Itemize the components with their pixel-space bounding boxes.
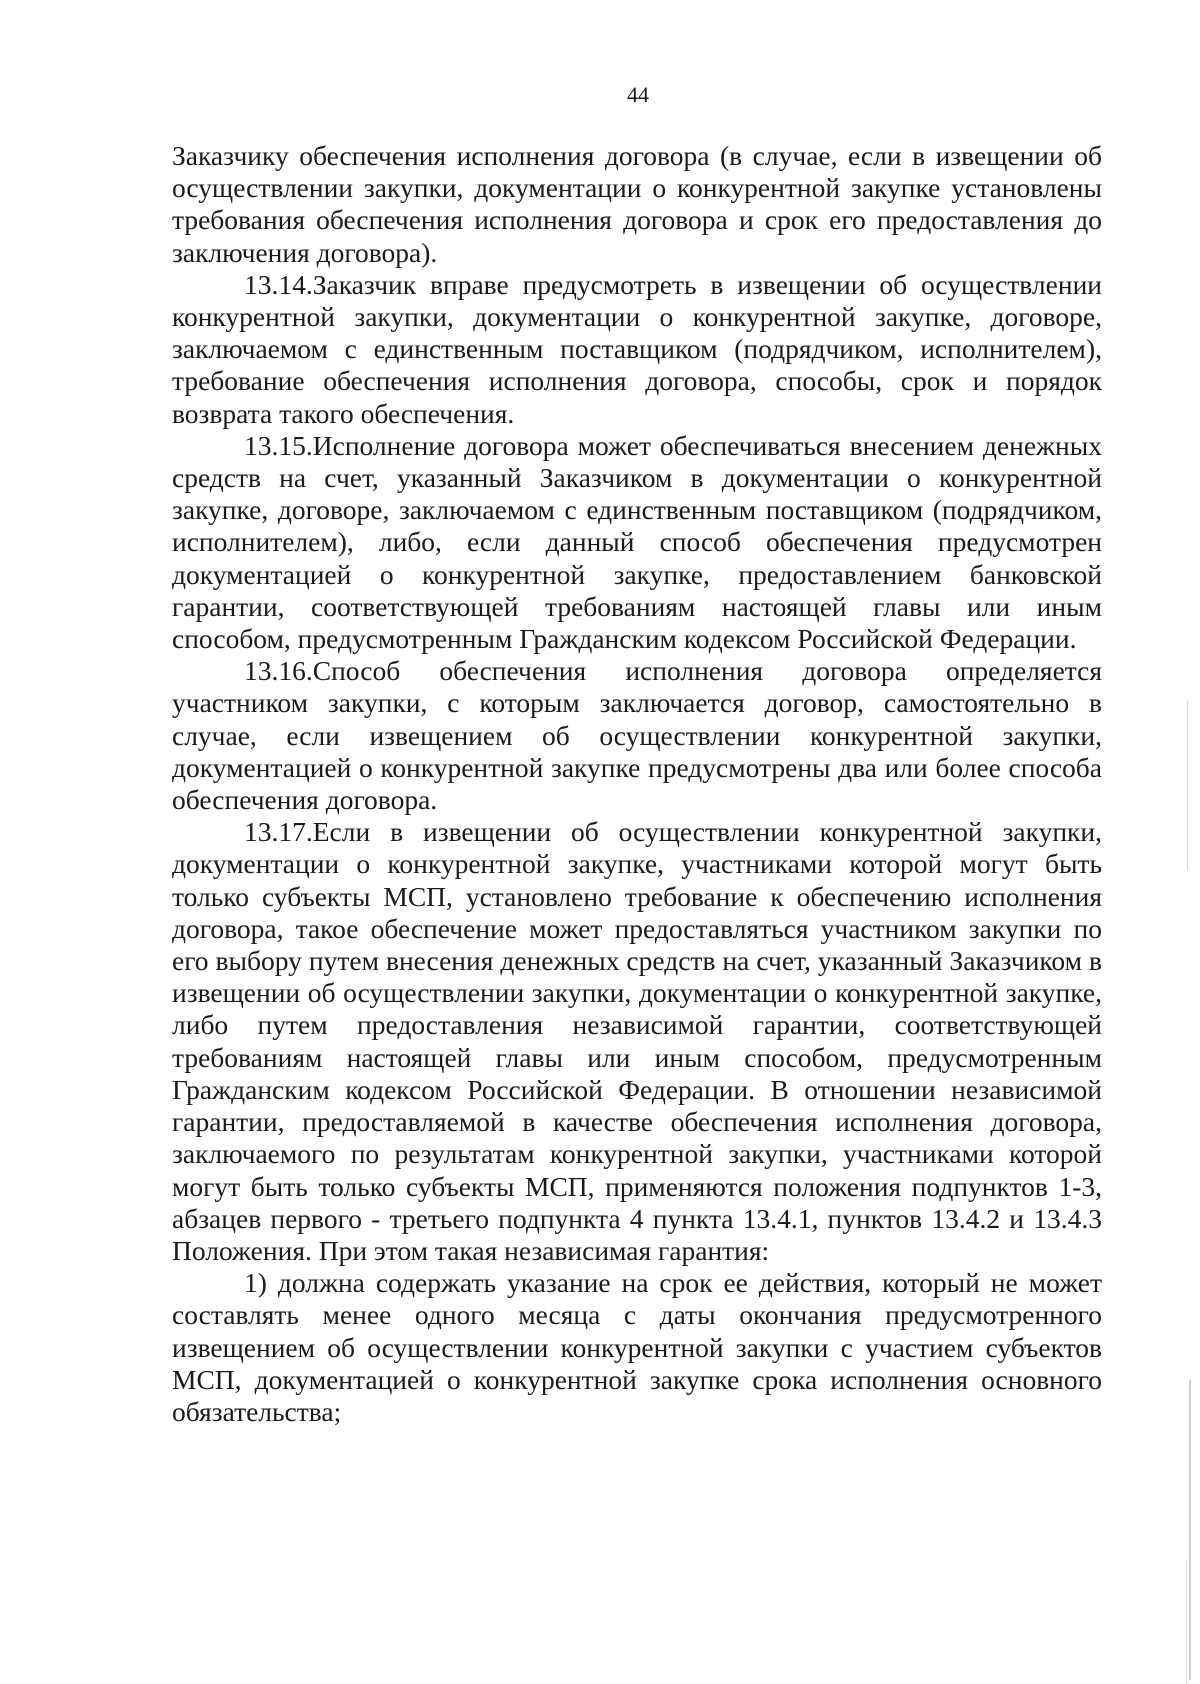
paragraph-13-17: 13.17.Если в извещении об осуществлении конкурентной закупки, документации о конкурентной закупке, участниками которой могут быть только субъекты МСП, установлено требование к обеспечению исполнения договора, такое обеспечение может предоставляться участником закупки по его выбору путем внесения денежных средств на счет, указанный Заказчиком в извещении об осуществлении закупки, документации о конкурентной закупке, либо путем предоставления независимой гарантии, соответствующей требованиям настоящей главы или иным способом, предусмотренным Гражданским кодексом Российской Федерации. В отношении независимой гарантии, предоставляемой в качестве обеспечения исполнения договора, заключаемого по результатам конкурентной закупки, участниками которой могут быть только субъекты МСП, применяются положения подпунктов 1-3, абзацев первого - третьего подпункта 4 пункта 13.4.1, пунктов 13.4.2 и 13.4.3 Положения. При этом такая независимая гарантия: [172,816,1102,1266]
document-body [172,140,1102,1428]
paragraph-continuation: Заказчику обеспечения исполнения договора (в случае, если в извещении об осуществлении закупки, документации о конкурентной закупке установлены требования обеспечения исполнения договора и срок его предоставления до заключения договора). [172,140,1102,268]
paragraph-item-1: 1) должна содержать указание на срок ее действия, который не может составлять менее одного месяца с даты окончания предусмотренного извещением об осуществлении конкурентной закупки с участием субъектов МСП, документацией о конкурентной закупке срока исполнения основного обязательства; [172,1267,1102,1427]
paragraph-13-14: 13.14.Заказчик вправе предусмотреть в извещении об осуществлении конкурентной закупки, документации о конкурентной закупке, договоре, заключаемом с единственным поставщиком (подрядчиком, исполнителем), требование обеспечения исполнения договора, способы, срок и порядок возврата такого обеспечения. [172,268,1102,429]
paragraph-13-15: 13.15.Исполнение договора может обеспечиваться внесением денежных средств на счет, указанный Заказчиком в документации о конкурентной закупке, договоре, заключаемом с единственным поставщиком (подрядчиком, исполнителем), либо, если данный способ обеспечения предусмотрен документацией о конкурентной закупке, предоставлением банковской гарантии, соответствующей требованиям настоящей главы или иным способом, предусмотренным Гражданским кодексом Российской Федерации. [172,429,1102,655]
scan-edge-mark [1189,1380,1191,1680]
scan-edge-mark [1186,1560,1187,1684]
scan-edge-mark [1187,700,1188,870]
page-number: 44 [627,82,649,107]
paragraph-13-16: 13.16.Способ обеспечения исполнения договора определяется участником закупки, с которым заключается договор, самостоятельно в случае, если извещением об осуществлении конкурентной закупки, документацией о конкурентной закупке предусмотрены два или более способа обеспечения договора. [172,655,1102,816]
